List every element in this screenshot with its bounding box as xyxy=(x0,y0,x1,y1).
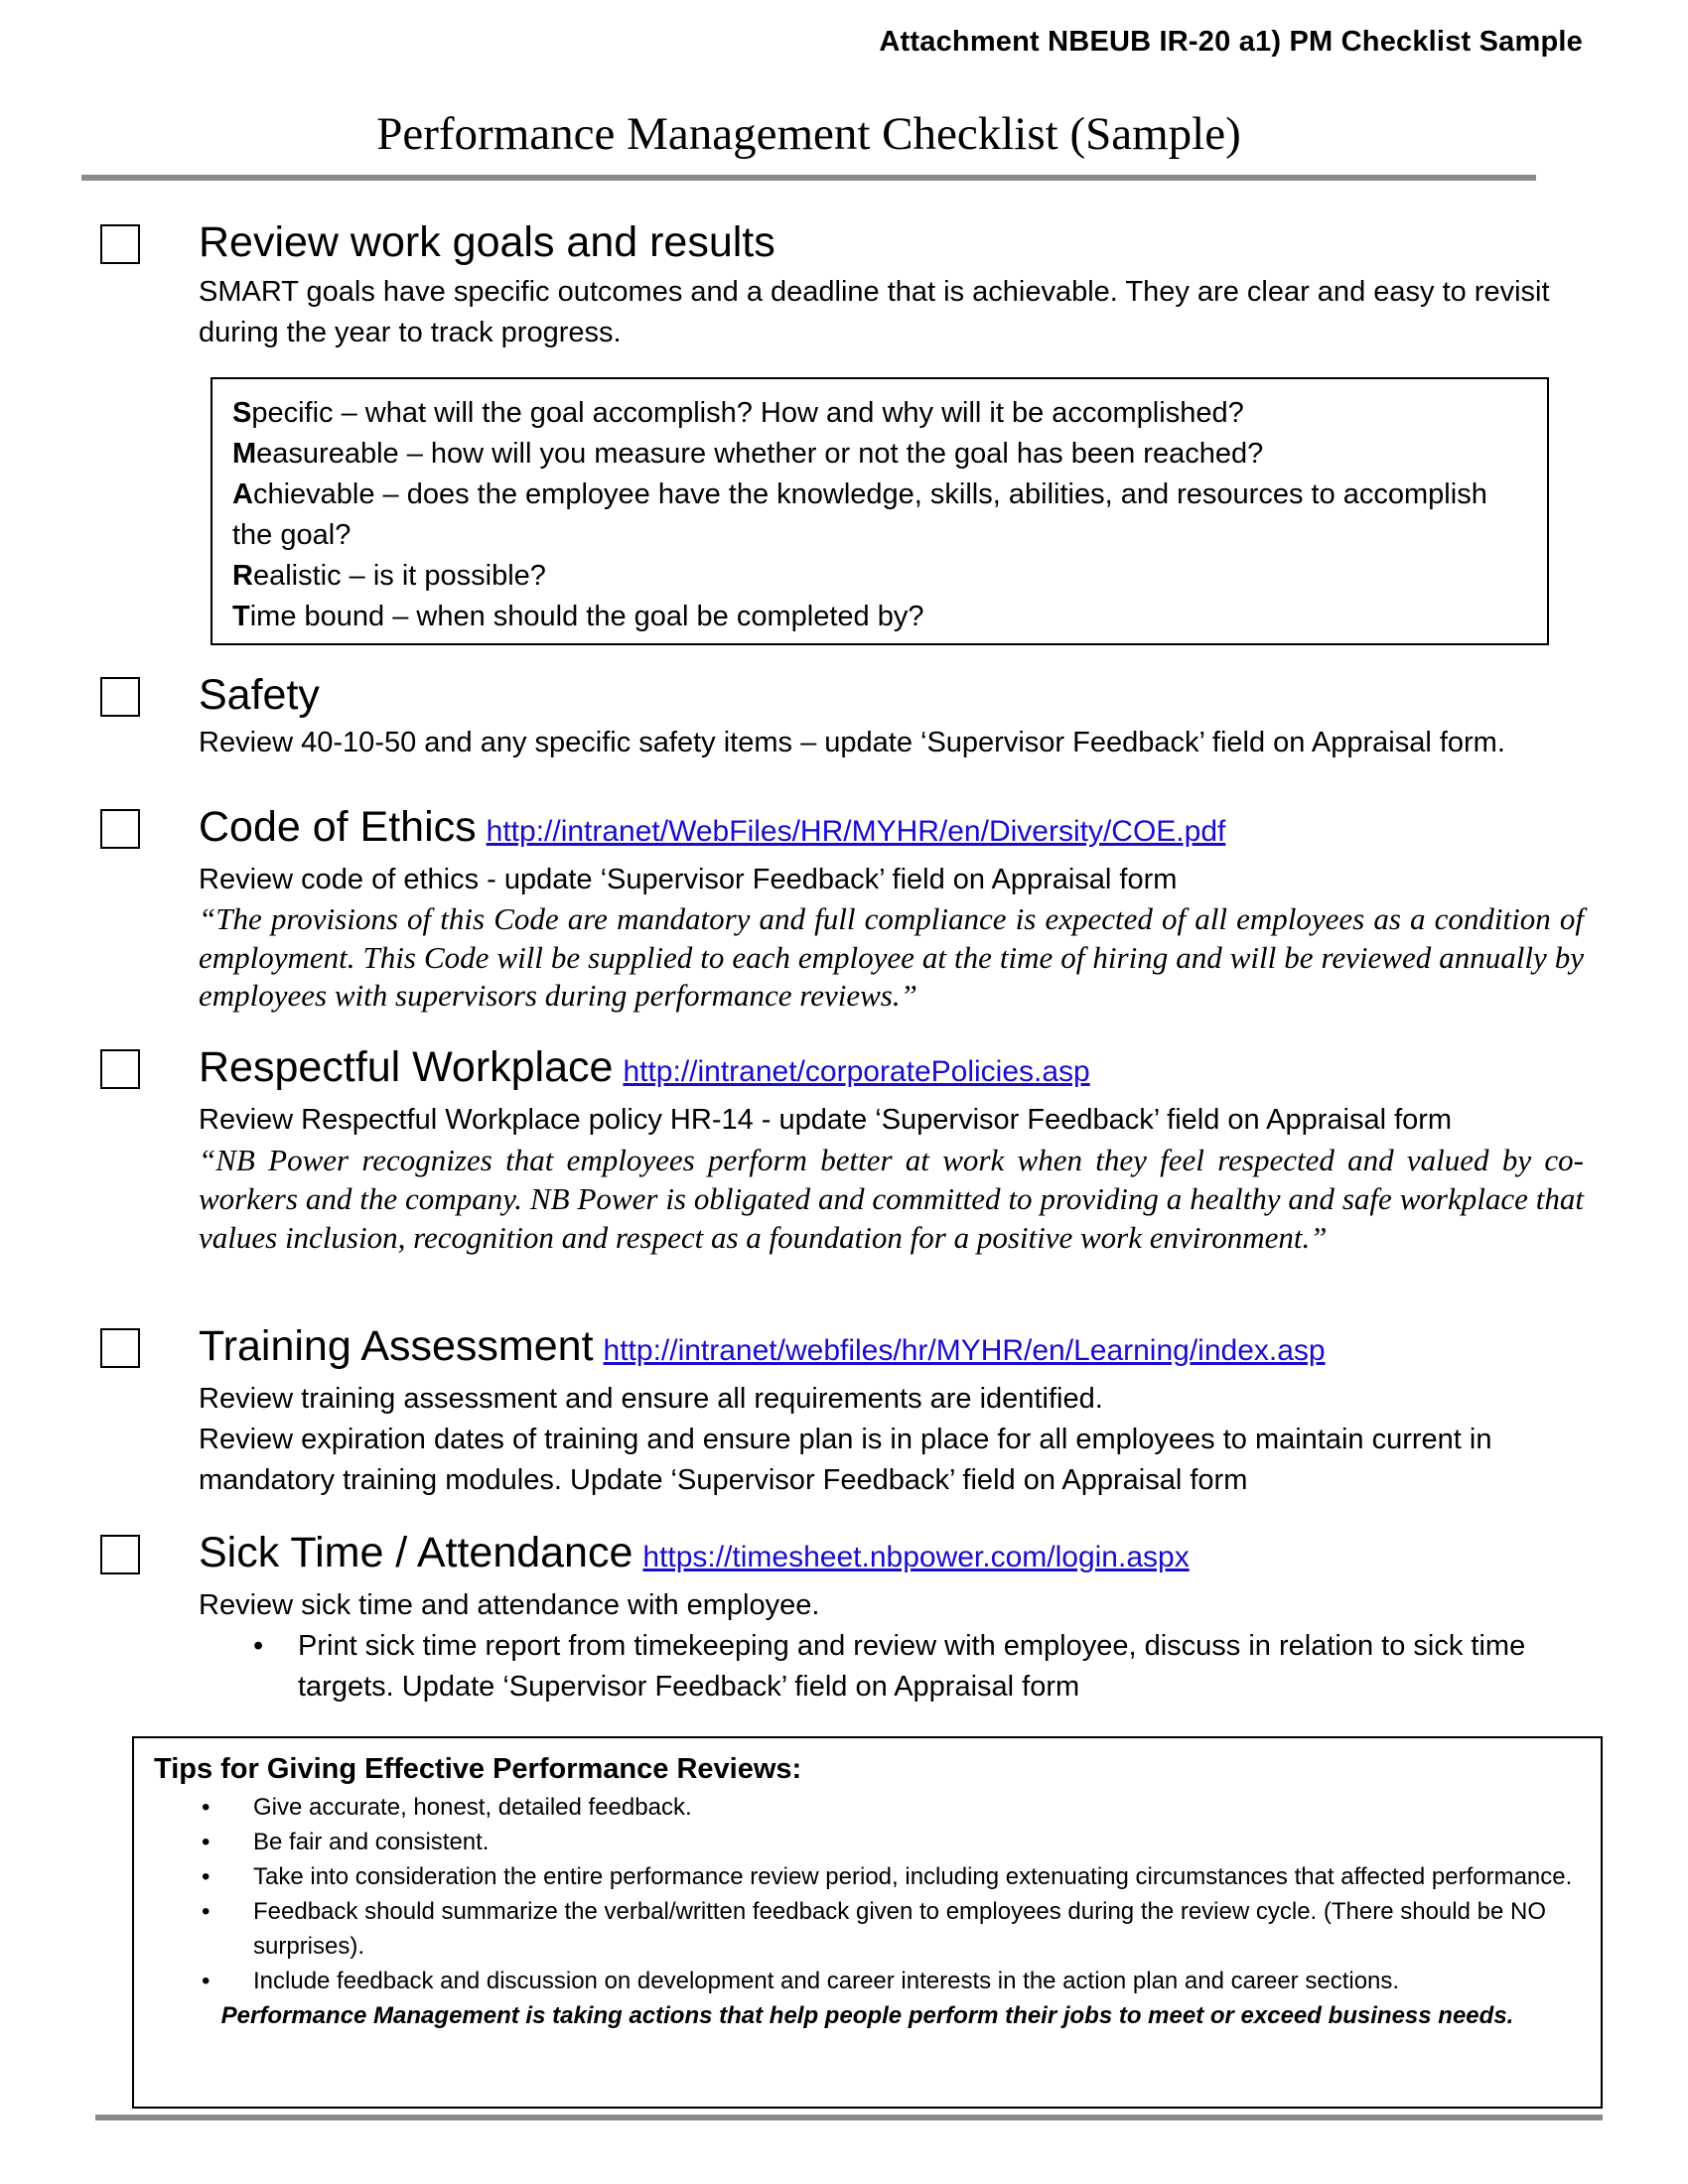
section-safety xyxy=(199,669,1594,763)
title-divider xyxy=(81,175,1536,181)
training-body-1: Review training assessment and ensure all requirements are identified. xyxy=(199,1383,1103,1415)
sick-bullets xyxy=(199,1626,1594,1707)
respect-body: Review Respectful Workplace policy HR-14 - update ‘Supervisor Feedback’ field on Appraisal form xyxy=(199,1104,1453,1136)
ethics-body: Review code of ethics - update ‘Supervisor Feedback’ field on Appraisal form xyxy=(199,864,1178,895)
training-body-2: Review expiration dates of training and ensure plan is in place for all employees to maintain current in mandatory training modules. Update ‘Supervisor Feedback’ field on Appraisal form xyxy=(199,1424,1492,1496)
safety-heading: Safety xyxy=(199,671,320,719)
sick-heading: Sick Time / Attendance xyxy=(199,1529,633,1576)
section-sick-time xyxy=(199,1527,1594,1707)
tip-item: • Feedback should summarize the verbal/written feedback given to employees during the review cycle. (There should be NO surprises). xyxy=(154,1894,1581,1964)
page-title: Performance Management Checklist (Sample) xyxy=(376,108,1241,160)
tips-footer: Performance Management is taking actions that help people perform their jobs to meet or exceed business needs. xyxy=(220,2002,1514,2029)
safety-body: Review 40-10-50 and any specific safety items – update ‘Supervisor Feedback’ field on Appraisal form. xyxy=(199,727,1505,758)
respect-quote: “NB Power recognizes that employees perform better at work when they feel respected and valued by co-workers and the company. NB Power is obligated and committed to providing a healthy and safe workplace that values inclusion, recognition and respect as a foundation for a positive work environment.” xyxy=(199,1143,1584,1255)
checkbox-respect[interactable] xyxy=(100,1049,140,1089)
attachment-label: Attachment NBEUB IR-20 a1) PM Checklist Sample xyxy=(879,26,1583,58)
smart-time-bound: Time bound – when should the goal be completed by? xyxy=(232,601,924,632)
section-ethics xyxy=(199,801,1594,1016)
section-respect xyxy=(199,1041,1594,1257)
ethics-link[interactable]: http://intranet/WebFiles/HR/MYHR/en/Diversity/COE.pdf xyxy=(486,815,1226,848)
respect-heading: Respectful Workplace xyxy=(199,1043,614,1091)
sick-body: Review sick time and attendance with employee. xyxy=(199,1589,820,1621)
tip-item: • Include feedback and discussion on development and career interests in the action plan and career sections. xyxy=(154,1964,1581,1998)
goals-body: SMART goals have specific outcomes and a deadline that is achievable. They are clear and easy to revisit during the year to track progress. xyxy=(199,276,1550,348)
checkbox-training[interactable] xyxy=(100,1328,140,1368)
sick-bullet-item: • Print sick time report from timekeeping and review with employee, discuss in relation to sick time targets. Update ‘Supervisor Feedback’ field on Appraisal form xyxy=(199,1626,1594,1707)
training-heading: Training Assessment xyxy=(199,1322,594,1370)
section-training xyxy=(199,1320,1594,1501)
ethics-quote: “The provisions of this Code are mandatory and full compliance is expected of all employees as a condition of employment. This Code will be supplied to each employee at the time of hiring and will be reviewed annually by employees with supervisors during performance reviews.” xyxy=(199,901,1584,1013)
goals-heading: Review work goals and results xyxy=(199,218,775,266)
ethics-heading: Code of Ethics xyxy=(199,803,477,851)
smart-achievable: Achievable – does the employee have the knowledge, skills, abilities, and resources to accomplish the goal? xyxy=(232,478,1487,551)
smart-measurable: Measureable – how will you measure whether or not the goal has been reached? xyxy=(232,438,1264,470)
smart-realistic: Realistic – is it possible? xyxy=(232,560,546,592)
tips-box xyxy=(132,1736,1603,2109)
sick-link[interactable]: https://timesheet.nbpower.com/login.aspx xyxy=(642,1541,1190,1573)
respect-link[interactable]: http://intranet/corporatePolicies.asp xyxy=(623,1055,1090,1088)
tips-list xyxy=(154,1790,1581,1998)
smart-box xyxy=(211,377,1549,645)
tip-item: • Be fair and consistent. xyxy=(154,1825,1581,1859)
training-link[interactable]: http://intranet/webfiles/hr/MYHR/en/Learning/index.asp xyxy=(603,1334,1326,1367)
checkbox-ethics[interactable] xyxy=(100,809,140,849)
section-goals xyxy=(199,216,1594,353)
tips-heading: Tips for Giving Effective Performance Reviews: xyxy=(154,1753,802,1785)
tip-item: • Take into consideration the entire performance review period, including extenuating circumstances that affected performance. xyxy=(154,1859,1581,1894)
checkbox-sick-time[interactable] xyxy=(100,1535,140,1574)
checkbox-goals[interactable] xyxy=(100,224,140,264)
bottom-divider xyxy=(95,2115,1603,2120)
smart-specific: Specific – what will the goal accomplish? How and why will it be accomplished? xyxy=(232,397,1244,429)
tip-item: • Give accurate, honest, detailed feedback. xyxy=(154,1790,1581,1825)
checkbox-safety[interactable] xyxy=(100,677,140,717)
